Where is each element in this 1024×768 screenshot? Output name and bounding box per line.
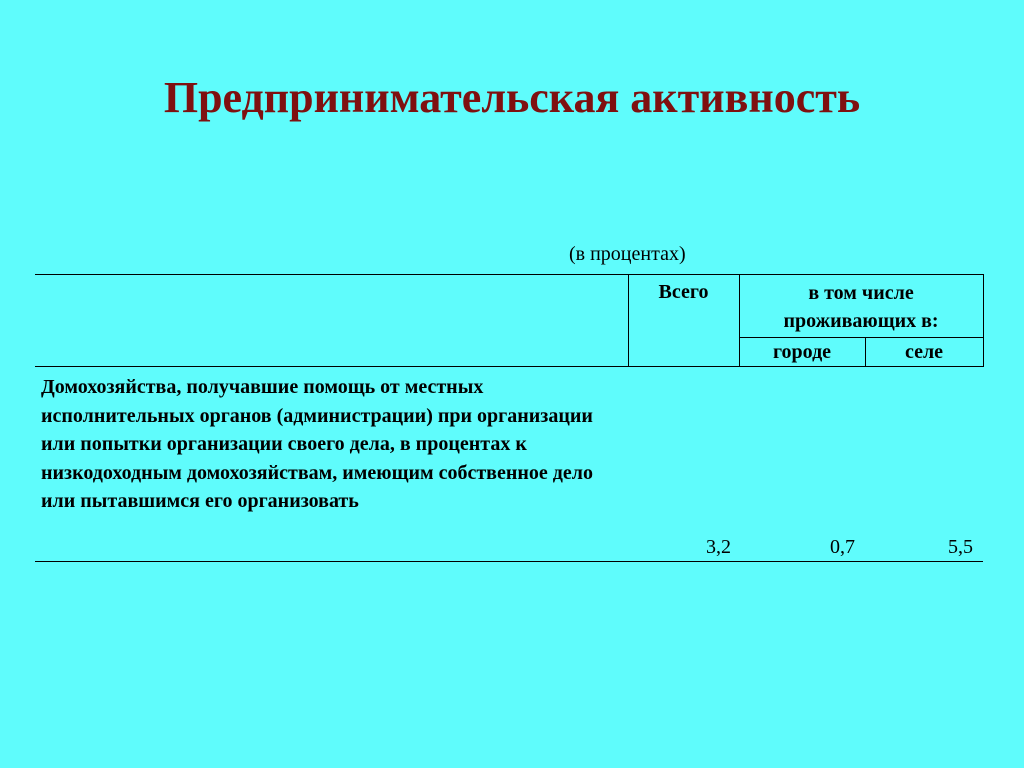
slide-title: Предпринимательская активность [163, 73, 861, 122]
value-village: 5,5 [865, 367, 983, 562]
value-city: 0,7 [739, 367, 865, 562]
value-total: 3,2 [628, 367, 739, 562]
units-note: (в процентах) [569, 243, 686, 265]
row-label: Домохозяйства, получавшие помощь от местных исполнительных органов (администрации) при организации или попытки организации своего дела, в процентах к низкодоходным домохозяйствам, имеющим собственное дело или пытавшимся его организовать [35, 367, 628, 562]
data-table [35, 274, 984, 562]
header-blank-cell [35, 275, 628, 367]
header-total: Всего [628, 275, 739, 367]
header-city: городе [739, 338, 865, 367]
table-row [35, 367, 983, 562]
header-village: селе [865, 338, 983, 367]
header-including: в том числе проживающих в: [739, 275, 983, 338]
